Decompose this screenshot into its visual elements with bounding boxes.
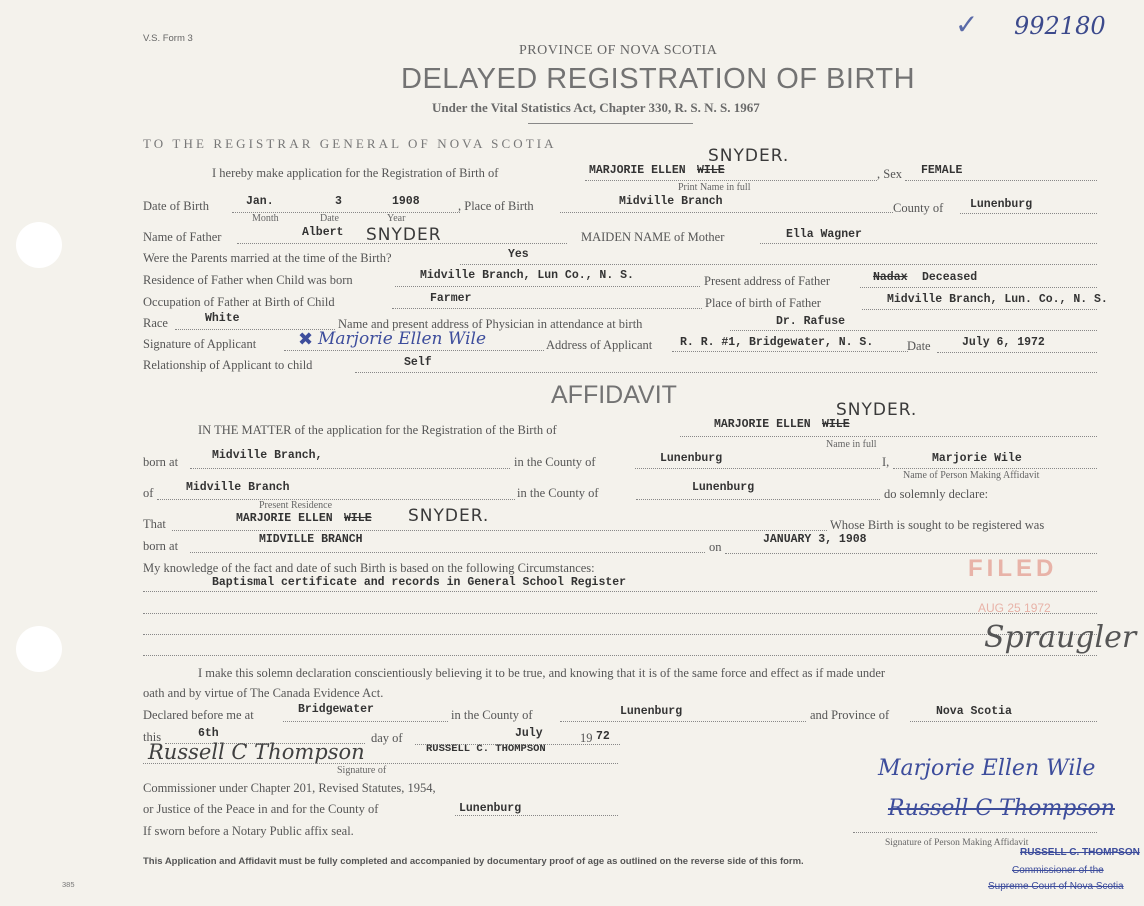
affidavit-county2-value: Lunenburg [692, 481, 755, 494]
dob-month: Jan. [246, 195, 274, 208]
knowledge-label: My knowledge of the fact and date of such Birth is based on the following Circumstances: [143, 561, 595, 575]
affidavit-county-label: in the County of [514, 455, 596, 469]
footer-note: This Application and Affidavit must be fully completed and accompanied by documentary proof of age as outlined on the reverse side of this form. [143, 856, 804, 867]
commissioner-stamp-line-2: Commissioner of the [1012, 865, 1104, 876]
commissioner-stamp-line-3: Supreme Court of Nova Scotia [988, 881, 1124, 892]
matter-label: IN THE MATTER of the application for the Registration of the Birth of [198, 423, 557, 437]
born-at-label: born at [143, 455, 179, 469]
whose-birth-text: Whose Birth is sought to be registered was [830, 518, 1045, 532]
province-label: and Province of [810, 708, 890, 722]
knowledge-value: Baptismal certificate and records in General School Register [212, 576, 627, 589]
punch-hole [16, 222, 62, 268]
county-value: Lunenburg [970, 198, 1033, 211]
registration-number: 992180 [1014, 12, 1106, 40]
affidavit-surname-handwritten: SNYDER. [836, 400, 918, 420]
that-surname-handwritten: SNYDER. [408, 506, 490, 526]
born-at2-label: born at [143, 539, 179, 553]
race-value: White [205, 312, 240, 325]
race-label: Race [143, 316, 168, 330]
affidavit-name-caption: Name in full [826, 439, 877, 450]
father-surname-handwritten: SNYDER [366, 225, 442, 245]
signature-label: Signature of Applicant [143, 337, 257, 351]
occupation-label: Occupation of Father at Birth of Child [143, 295, 335, 309]
form-subtitle: Under the Vital Statistics Act, Chapter 330, R. S. N. S. 1967 [432, 100, 760, 115]
affidavit-county2-label: in the County of [517, 486, 599, 500]
date-label: Date [907, 339, 931, 353]
signature-of-caption: Signature of [337, 765, 387, 776]
signature-mark: ✖ [298, 329, 314, 350]
filed-stamp-date: AUG 25 1972 [978, 601, 1051, 615]
relationship-value: Self [404, 356, 432, 369]
form-title: DELAYED REGISTRATION OF BIRTH [401, 63, 916, 95]
affidavit-heading: AFFIDAVIT [551, 381, 677, 409]
commissioner-line-1: Commissioner under Chapter 201, Revised Statutes, 1954, [143, 781, 436, 795]
residence-value: Midville Branch, Lun Co., N. S. [420, 269, 634, 282]
notary-note: If sworn before a Notary Public affix seal. [143, 824, 354, 838]
present-address-label: Present address of Father [704, 274, 831, 288]
married-value: Yes [508, 248, 529, 261]
print-code: 385 [62, 880, 75, 889]
married-label: Were the Parents married at the time of the Birth? [143, 251, 392, 265]
divider [528, 123, 693, 124]
affiant-name: Marjorie Wile [932, 452, 1022, 465]
application-intro: I hereby make application for the Registration of Birth of [212, 166, 499, 180]
county3-label: in the County of [451, 708, 533, 722]
applicant-address-label: Address of Applicant [546, 338, 653, 352]
present-address-struck: Nadax [873, 271, 908, 284]
pob-value: Midville Branch [619, 195, 723, 208]
sex-value: FEMALE [921, 164, 963, 177]
father-first-name: Albert [302, 226, 344, 239]
that-name-struck: WILE [344, 512, 372, 525]
application-date: July 6, 1972 [962, 336, 1045, 349]
province-value: Nova Scotia [936, 705, 1012, 718]
birth-date-value: JANUARY 3, 1908 [763, 533, 867, 546]
residence-caption: Present Residence [259, 500, 333, 511]
dob-label: Date of Birth [143, 199, 209, 213]
month-caption: Month [252, 213, 279, 224]
child-surname-handwritten: SNYDER. [708, 146, 790, 166]
occupation-value: Farmer [430, 292, 472, 305]
affidavit-name-typed: MARJORIE ELLEN [714, 418, 811, 431]
form-number: V.S. Form 3 [143, 33, 193, 44]
dob-date: 3 [335, 195, 342, 208]
declared-day: 6th [198, 727, 219, 740]
check-mark: ✓ [955, 8, 979, 41]
affidavit-county-value: Lunenburg [660, 452, 723, 465]
declared-year: 72 [596, 730, 610, 743]
i-label: I, [882, 455, 890, 469]
affidavit-name-struck: WILE [822, 418, 850, 431]
born-at-value: Midville Branch, [212, 449, 323, 462]
sex-label: , Sex [877, 167, 902, 181]
county3-value: Lunenburg [620, 705, 683, 718]
year-prefix: 19 [580, 731, 593, 745]
that-name-typed: MARJORIE ELLEN [236, 512, 333, 525]
physician-value: Dr. Rafuse [776, 315, 846, 328]
registrar-signature: Spraugler [984, 620, 1137, 655]
declared-label: Declared before me at [143, 708, 254, 722]
born-at2-value: MIDVILLE BRANCH [259, 533, 363, 546]
crossed-signature: Russell C Thompson [888, 796, 1115, 821]
name-caption: Print Name in full [678, 182, 751, 193]
addressee: TO THE REGISTRAR GENERAL OF NOVA SCOTIA [143, 136, 557, 151]
mother-label: MAIDEN NAME of Mother [581, 230, 725, 244]
on-label: on [709, 540, 722, 554]
day-of-label: day of [371, 731, 403, 745]
child-name-typed: MARJORIE ELLEN [589, 164, 686, 177]
solemn-declaration-line-2: oath and by virtue of The Canada Evidence Act. [143, 686, 384, 700]
physician-label: Name and present address of Physician in attendance at birth [338, 317, 643, 331]
date-caption: Date [320, 213, 339, 224]
applicant-signature: Marjorie Ellen Wile [318, 329, 487, 349]
filed-stamp: FILED [968, 555, 1058, 582]
declare-text: do solemnly declare: [884, 487, 989, 501]
applicant-address-value: R. R. #1, Bridgewater, N. S. [680, 336, 874, 349]
county-label: County of [893, 201, 944, 215]
affiant-residence: Midville Branch [186, 481, 290, 494]
declared-at-value: Bridgewater [298, 703, 374, 716]
father-label: Name of Father [143, 230, 222, 244]
this-label: this [143, 730, 162, 744]
affiant-signature: Marjorie Ellen Wile [878, 756, 1096, 781]
commissioner-county: Lunenburg [459, 802, 522, 815]
commissioner-name-typed: RUSSELL C. THOMPSON [426, 743, 546, 755]
relationship-label: Relationship of Applicant to child [143, 358, 313, 372]
present-address-value: Deceased [922, 271, 978, 284]
pob-label: , Place of Birth [458, 199, 534, 213]
child-name-struck: WILE [697, 164, 725, 177]
that-label: That [143, 517, 166, 531]
year-caption: Year [387, 213, 406, 224]
residence-label: Residence of Father when Child was born [143, 273, 353, 287]
punch-hole [16, 626, 62, 672]
solemn-declaration-line-1: I make this solemn declaration conscientiously believing it to be true, and knowing that it is of the same force and effect as if made under [198, 666, 886, 680]
commissioner-line-2: or Justice of the Peace in and for the County of [143, 802, 379, 816]
declared-month: July [515, 727, 543, 740]
father-pob-value: Midville Branch, Lun. Co., N. S. [887, 293, 1108, 306]
affiant-signature-caption: Signature of Person Making Affidavit [885, 838, 1029, 848]
commissioner-stamp-line-1: RUSSELL C. THOMPSON [1020, 847, 1140, 858]
father-pob-label: Place of birth of Father [705, 296, 821, 310]
commissioner-signature: Russell C Thompson [148, 740, 365, 764]
dob-year: 1908 [392, 195, 420, 208]
affiant-caption: Name of Person Making Affidavit [903, 470, 1040, 481]
province-heading: PROVINCE OF NOVA SCOTIA [519, 43, 718, 58]
mother-value: Ella Wagner [786, 228, 862, 241]
of-label: of [143, 486, 154, 500]
